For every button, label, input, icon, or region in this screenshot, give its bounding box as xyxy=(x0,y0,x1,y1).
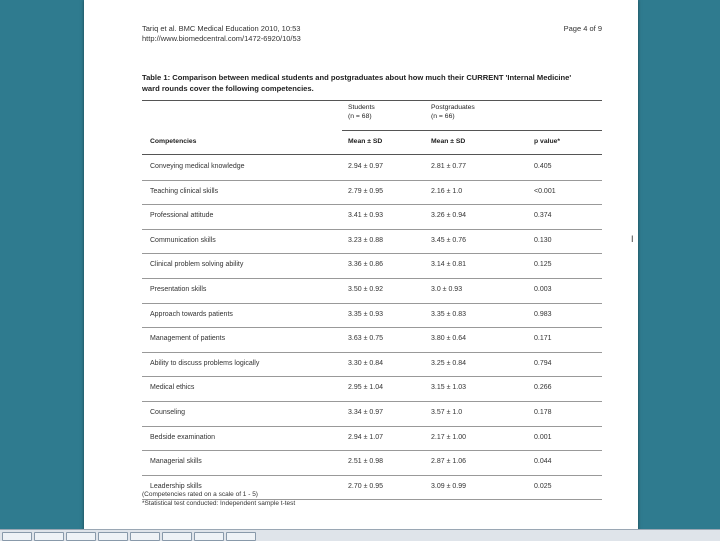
table-row xyxy=(142,376,602,402)
pvalue-cell: 0.178 xyxy=(534,409,552,416)
table-row xyxy=(142,352,602,378)
students-mean-cell: 3.63 ± 0.75 xyxy=(348,335,383,343)
students-label: Students xyxy=(348,104,375,111)
pvalue-cell: 0.171 xyxy=(534,335,552,343)
competency-cell: Clinical problem solving ability xyxy=(150,261,244,269)
pvalue-cell: 0.266 xyxy=(534,384,552,392)
table-row xyxy=(142,426,602,452)
students-mean-cell: 3.35 ± 0.93 xyxy=(348,310,383,318)
pvalue-cell: 0.983 xyxy=(534,310,552,318)
header-mean-postgrad: Mean ± SD xyxy=(431,138,466,145)
mouse-cursor-icon: I xyxy=(631,234,634,244)
table-top-rule xyxy=(142,100,602,101)
postgrad-mean-cell: 2.87 ± 1.06 xyxy=(431,458,466,466)
pvalue-cell: 0.374 xyxy=(534,212,552,220)
students-mean-cell: 2.95 ± 1.04 xyxy=(348,384,383,392)
caption-line-1: Table 1: Comparison between medical students and postgraduates about how much their CURRENT 'Internal Medicine' xyxy=(142,73,572,82)
students-mean-cell: 3.41 ± 0.93 xyxy=(348,212,383,220)
citation: Tariq et al. BMC Medical Education 2010, 10:53 xyxy=(142,24,301,33)
competency-cell: Bedside examination xyxy=(150,433,215,441)
header-competencies: Competencies xyxy=(150,138,197,145)
students-mean-cell: 3.36 ± 0.86 xyxy=(348,261,383,269)
header-pvalue: p value* xyxy=(534,138,561,145)
postgrad-mean-cell: 2.17 ± 1.00 xyxy=(431,433,466,441)
postgrad-mean-cell: 3.45 ± 0.76 xyxy=(431,236,466,244)
postgrad-n: (n = 66) xyxy=(431,113,455,120)
competency-cell: Professional attitude xyxy=(150,212,214,220)
pvalue-cell: 0.001 xyxy=(534,433,552,441)
students-n: (n = 68) xyxy=(348,113,372,120)
postgrad-mean-cell: 3.35 ± 0.83 xyxy=(431,310,466,318)
postgrad-mean-cell: 2.81 ± 0.77 xyxy=(431,163,466,170)
pvalue-cell: 0.794 xyxy=(534,359,552,367)
pvalue-cell: 0.405 xyxy=(534,163,552,170)
competency-cell: Presentation skills xyxy=(150,286,207,293)
table-caption xyxy=(142,72,602,94)
competency-cell: Teaching clinical skills xyxy=(150,187,219,195)
page-header xyxy=(142,24,602,44)
table-row xyxy=(142,204,602,230)
postgrad-label: Postgraduates xyxy=(431,104,475,111)
table-row xyxy=(142,450,602,476)
table-row xyxy=(142,253,602,279)
postgrad-mean-cell: 3.15 ± 1.03 xyxy=(431,384,466,392)
table-notes xyxy=(142,490,295,508)
postgrad-mean-cell: 3.26 ± 0.94 xyxy=(431,212,466,220)
students-mean-cell: 2.94 ± 0.97 xyxy=(348,163,383,170)
students-mean-cell: 2.70 ± 0.95 xyxy=(348,482,383,490)
students-mean-cell: 2.79 ± 0.95 xyxy=(348,187,383,195)
taskbar xyxy=(0,529,720,541)
pvalue-cell: <0.001 xyxy=(534,187,556,195)
students-mean-cell: 3.50 ± 0.92 xyxy=(348,286,383,293)
students-mean-cell: 2.51 ± 0.98 xyxy=(348,458,383,466)
table-row xyxy=(142,401,602,427)
table-row xyxy=(142,327,602,353)
slide-background-left xyxy=(0,0,84,540)
competency-cell: Communication skills xyxy=(150,236,216,244)
competency-cell: Ability to discuss problems logically xyxy=(150,359,260,367)
caption-line-2: ward rounds cover the following competencies. xyxy=(142,84,314,93)
document-page xyxy=(84,0,638,540)
competency-cell: Conveying medical knowledge xyxy=(150,163,245,170)
students-mean-cell: 3.34 ± 0.97 xyxy=(348,409,383,416)
competency-cell: Managerial skills xyxy=(150,458,202,466)
pvalue-cell: 0.130 xyxy=(534,236,552,244)
competency-cell: Leadership skills xyxy=(150,482,202,490)
students-mean-cell: 3.23 ± 0.88 xyxy=(348,236,383,244)
postgrad-mean-cell: 3.14 ± 0.81 xyxy=(431,261,466,269)
students-mean-cell: 2.94 ± 1.07 xyxy=(348,433,383,441)
pvalue-cell: 0.025 xyxy=(534,482,552,490)
note-scale: (Competencies rated on a scale of 1 - 5) xyxy=(142,491,258,498)
header-mean-students: Mean ± SD xyxy=(348,138,383,145)
table-row xyxy=(142,278,602,304)
competency-cell: Approach towards patients xyxy=(150,310,233,318)
table-row xyxy=(142,180,602,206)
students-mean-cell: 3.30 ± 0.84 xyxy=(348,359,383,367)
pvalue-cell: 0.044 xyxy=(534,458,552,466)
competency-cell: Medical ethics xyxy=(150,384,195,392)
competency-cell: Counseling xyxy=(150,409,186,416)
postgrad-mean-cell: 3.25 ± 0.84 xyxy=(431,359,466,367)
table-row xyxy=(142,229,602,255)
postgrad-group-header xyxy=(431,103,475,121)
pvalue-cell: 0.003 xyxy=(534,286,552,293)
page-number: Page 4 of 9 xyxy=(563,24,602,33)
postgrad-mean-cell: 3.0 ± 0.93 xyxy=(431,286,463,293)
competency-cell: Management of patients xyxy=(150,335,226,343)
postgrad-mean-cell: 3.09 ± 0.99 xyxy=(431,482,466,490)
table-row xyxy=(142,155,602,181)
slide-background-right xyxy=(638,0,720,540)
article-url[interactable]: http://www.biomedcentral.com/1472-6920/10/53 xyxy=(142,34,301,43)
students-group-header xyxy=(348,103,375,121)
postgrad-mean-cell: 3.80 ± 0.64 xyxy=(431,335,466,343)
note-statistics: *Statistical test conducted: Independent sample t-test xyxy=(142,500,296,507)
postgrad-mean-cell: 2.16 ± 1.0 xyxy=(431,187,463,195)
postgrad-mean-cell: 3.57 ± 1.0 xyxy=(431,409,463,416)
table-row xyxy=(142,303,602,329)
pvalue-cell: 0.125 xyxy=(534,261,552,269)
group-rule xyxy=(342,130,602,131)
